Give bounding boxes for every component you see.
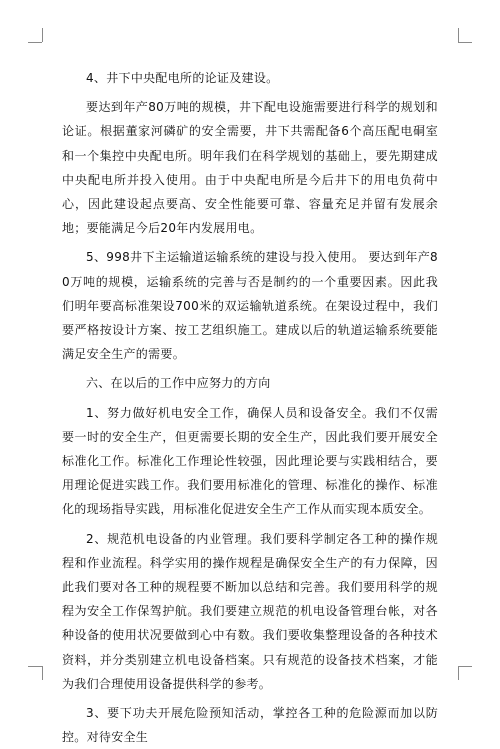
crop-mark-bottom-left-h — [28, 666, 42, 667]
paragraph-heading-4: 4、井下中央配电所的论证及建设。 — [86, 71, 279, 85]
paragraph: 3、要下功夫开展危险预知活动，掌控各工种的危险源而加以防控。对待安全生 — [62, 706, 438, 745]
section-heading: 六、在以后的工作中应努力的方向 — [86, 376, 271, 391]
crop-mark-top-right-v — [458, 28, 459, 42]
crop-mark-top-right-h — [458, 42, 472, 43]
paragraph: 5、998井下主运输道运输系统的建设与投入使用。 要达到年产80万吨的规模，运输系统的完善与否是制约的一个重要因素。因此我们明年要高标准架设700米的双运输轨道系统。在架设过程中，我们要严格按设计方案、按工艺组织施工。建成以后的轨道运输系统要能满足安全生产的需要。 — [62, 250, 438, 362]
document-body — [62, 66, 438, 749]
crop-mark-bottom-right-h — [458, 666, 472, 667]
paragraph: 1、努力做好机电安全工作，确保人员和设备安全。我们不仅需要一时的安全生产，但更需要长期的安全生产，因此我们要开展安全标准化工作。标准化工作理论性较强，因此理论要与实践相结合，要用理论促进实践工作。我们要用标准化的管理、标准化的操作、标准化的现场指导实践，用标准化促进安全生产工作从而实现本质安全。 — [62, 405, 438, 517]
crop-mark-bottom-left-v — [42, 666, 43, 680]
crop-mark-top-left-h — [28, 42, 42, 43]
crop-mark-bottom-right-v — [458, 666, 459, 680]
crop-mark-top-left-v — [42, 28, 43, 42]
paragraph: 要达到年产80万吨的规模，井下配电设施需要进行科学的规划和论证。根据董家河磷矿的安全需要，井下共需配备6个高压配电硐室和一个集控中央配电所。明年我们在科学规划的基础上，要先期建成中央配电所并投入使用。由于中央配电所是今后井下的用电负荷中心，因此建设起点要高、安全性能要可靠、容量充足并留有发展余地；要能满足今后20年内发展用电。 — [62, 100, 438, 236]
paragraph: 2、规范机电设备的内业管理。我们要科学制定各工种的操作规程和作业流程。科学实用的操作规程是确保安全生产的有力保障，因此我们要对各工种的规程要不断加以总结和完善。我们要用科学的规程为安全工作保驾护航。我们要建立规范的机电设备管理台帐，对各种设备的使用状况要做到心中有数。我们要收集整理设备的各种技术资料，并分类别建立机电设备档案。只有规范的设备技术档案，才能为我们合理使用设备提供科学的参考。 — [62, 531, 438, 691]
